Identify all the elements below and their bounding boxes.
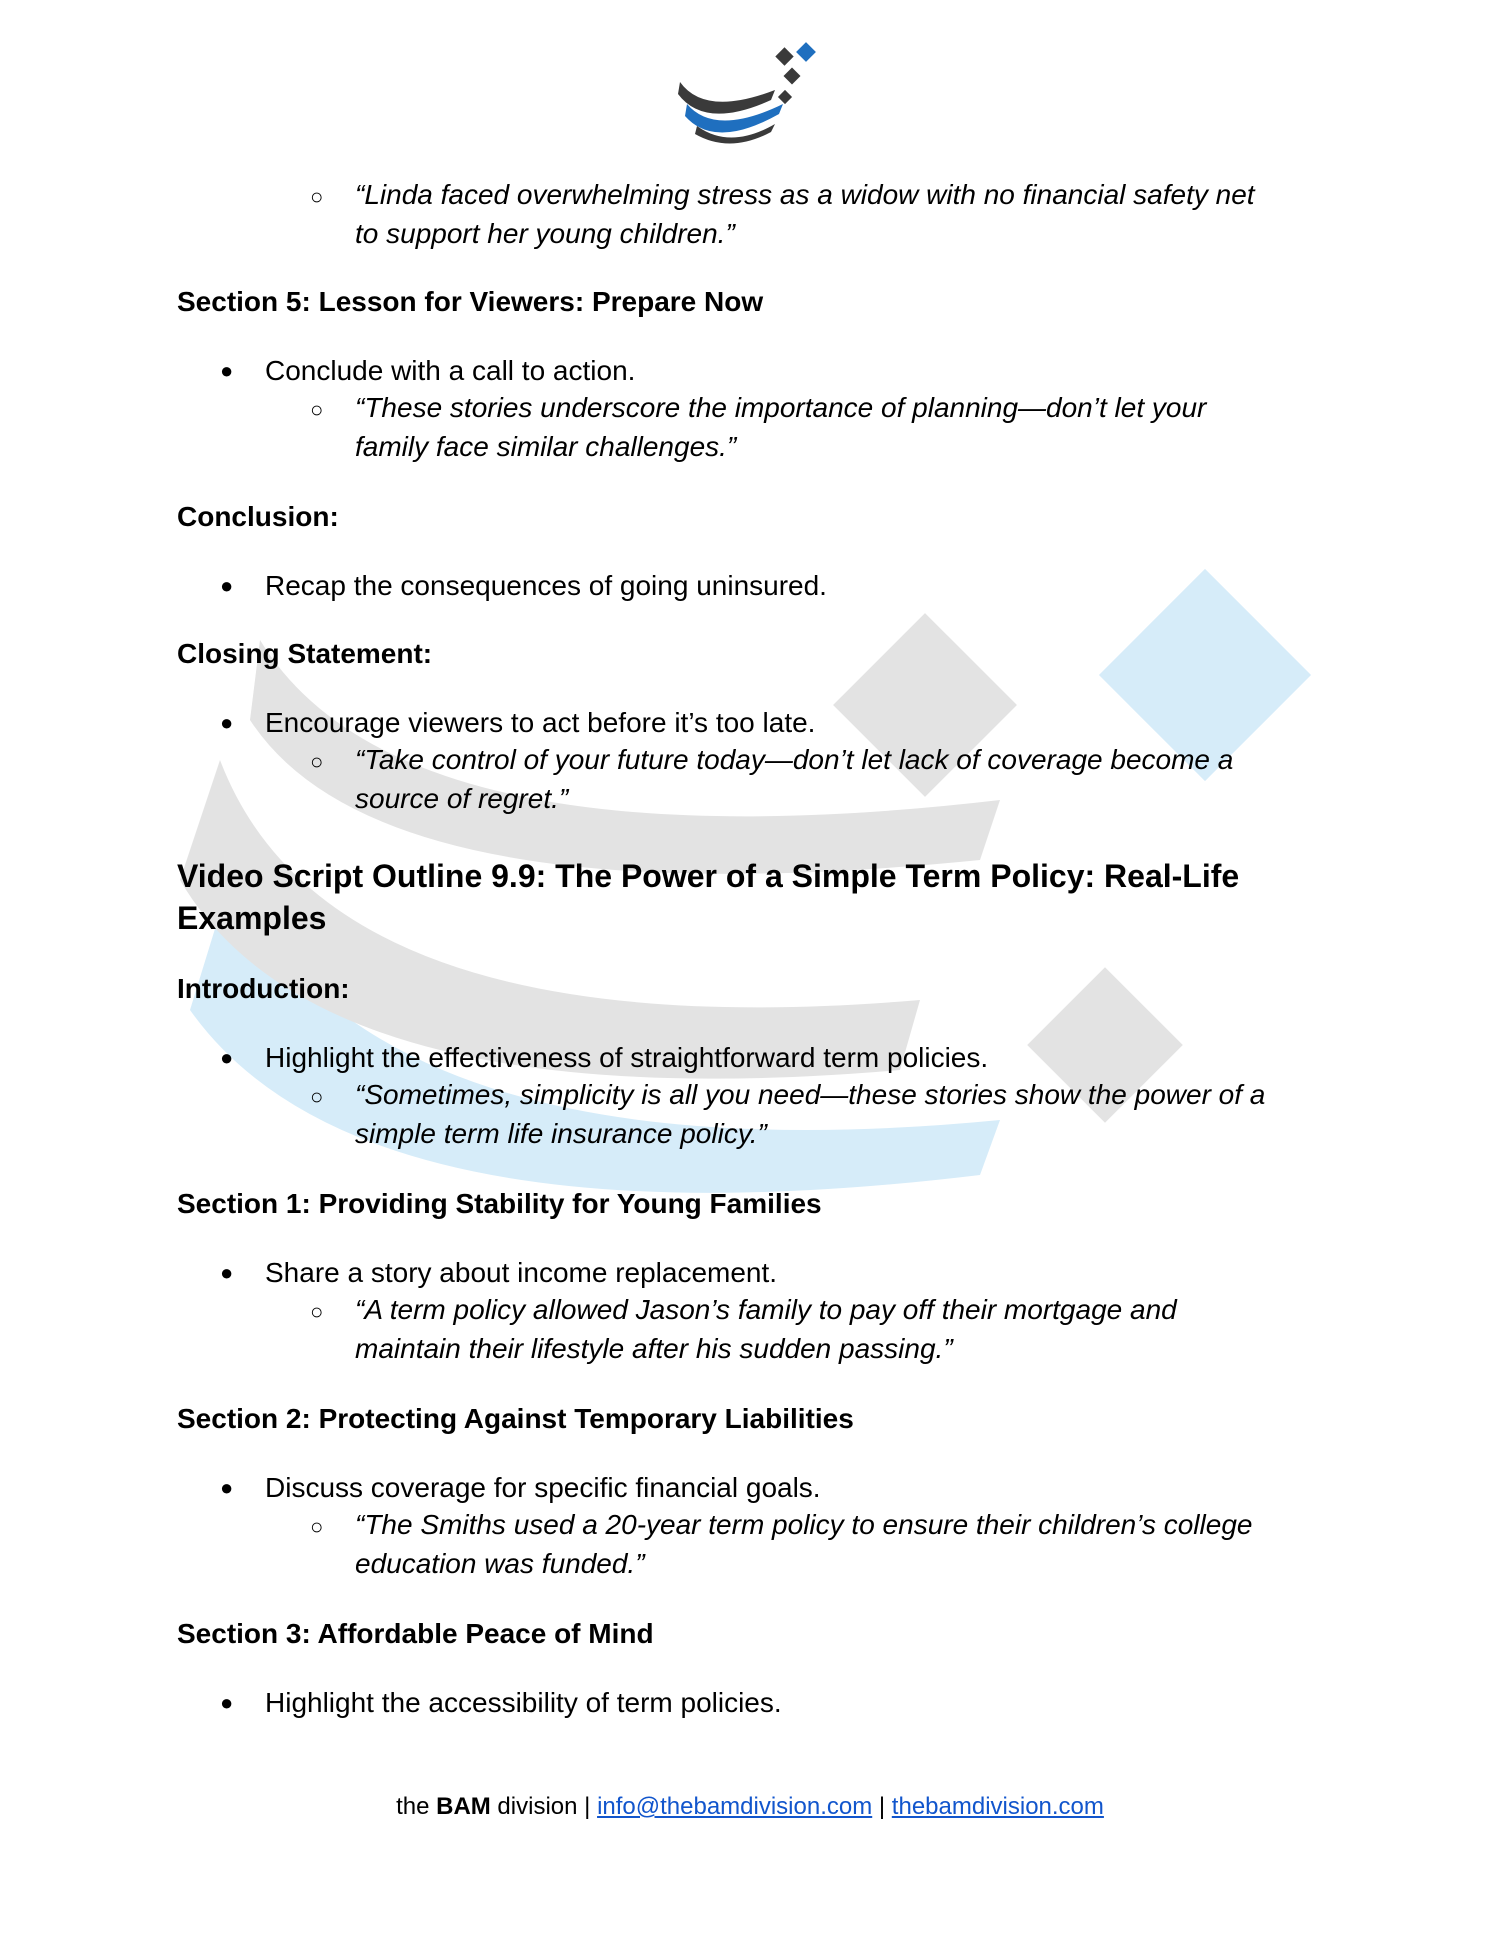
quote-line: maintain their lifestyle after his sudden passing.” xyxy=(355,1333,953,1364)
quote-line: “The Smiths used a 20-year term policy to ensure their children’s college xyxy=(355,1509,1253,1540)
bullet-icon: ● xyxy=(220,358,234,383)
outline-title: Examples xyxy=(177,900,327,936)
section-heading: Section 1: Providing Stability for Young Families xyxy=(177,1188,822,1219)
bullet-icon: ● xyxy=(220,1475,234,1500)
bullet-text: Highlight the accessibility of term policies. xyxy=(265,1687,782,1718)
section-heading: Closing Statement: xyxy=(177,638,433,669)
sub-bullet-icon: ○ xyxy=(310,184,324,209)
bullet-text: Share a story about income replacement. xyxy=(265,1257,778,1288)
bullet-text: Recap the consequences of going uninsured. xyxy=(265,570,827,601)
bullet-icon: ● xyxy=(220,1260,234,1285)
sub-bullet-icon: ○ xyxy=(310,1299,324,1324)
sub-bullet-icon: ○ xyxy=(310,1084,324,1109)
quote-line: “Linda faced overwhelming stress as a widow with no financial safety net xyxy=(355,179,1255,210)
outline-title: Video Script Outline 9.9: The Power of a Simple Term Policy: Real-Life xyxy=(177,858,1240,894)
bullet-icon: ● xyxy=(220,710,234,735)
section-heading: Conclusion: xyxy=(177,501,339,532)
quote-line: education was funded.” xyxy=(355,1548,645,1579)
bullet-text: Encourage viewers to act before it’s too late. xyxy=(265,707,816,738)
bam-logo-icon xyxy=(675,42,830,147)
footer-prefix: the xyxy=(396,1793,437,1820)
bullet-icon: ● xyxy=(220,1045,234,1070)
quote-line: “These stories underscore the importance of planning—don’t let your xyxy=(355,392,1207,423)
quote-line: to support her young children.” xyxy=(355,218,735,249)
bullet-text: Highlight the effectiveness of straightforward term policies. xyxy=(265,1042,989,1073)
quote-line: simple term life insurance policy.” xyxy=(355,1118,767,1149)
quote-line: family face similar challenges.” xyxy=(355,431,737,462)
footer-suffix: division xyxy=(490,1793,578,1820)
footer-separator: | xyxy=(872,1793,892,1820)
bullet-text: Conclude with a call to action. xyxy=(265,355,636,386)
footer-separator: | xyxy=(577,1793,598,1820)
bullet-icon: ● xyxy=(220,573,234,598)
bullet-text: Discuss coverage for specific financial goals. xyxy=(265,1472,821,1503)
quote-line: source of regret.” xyxy=(355,783,569,814)
sub-bullet-icon: ○ xyxy=(310,1514,324,1539)
page-footer xyxy=(0,1790,1500,1824)
sub-bullet-icon: ○ xyxy=(310,749,324,774)
sub-bullet-icon: ○ xyxy=(310,397,324,422)
email-link[interactable]: info@thebamdivision.com xyxy=(597,1793,873,1820)
quote-line: “A term policy allowed Jason’s family to pay off their mortgage and xyxy=(355,1294,1177,1325)
section-heading: Introduction: xyxy=(177,973,350,1004)
bullet-icon: ● xyxy=(220,1690,234,1715)
section-heading: Section 5: Lesson for Viewers: Prepare Now xyxy=(177,286,764,317)
quote-line: “Take control of your future today—don’t let lack of coverage become a xyxy=(355,744,1234,775)
section-heading: Section 2: Protecting Against Temporary Liabilities xyxy=(177,1403,854,1434)
website-link[interactable]: thebamdivision.com xyxy=(891,1793,1104,1820)
quote-line: “Sometimes, simplicity is all you need—these stories show the power of a xyxy=(355,1079,1266,1110)
footer-brand: BAM xyxy=(436,1793,491,1820)
section-heading: Section 3: Affordable Peace of Mind xyxy=(177,1618,654,1649)
